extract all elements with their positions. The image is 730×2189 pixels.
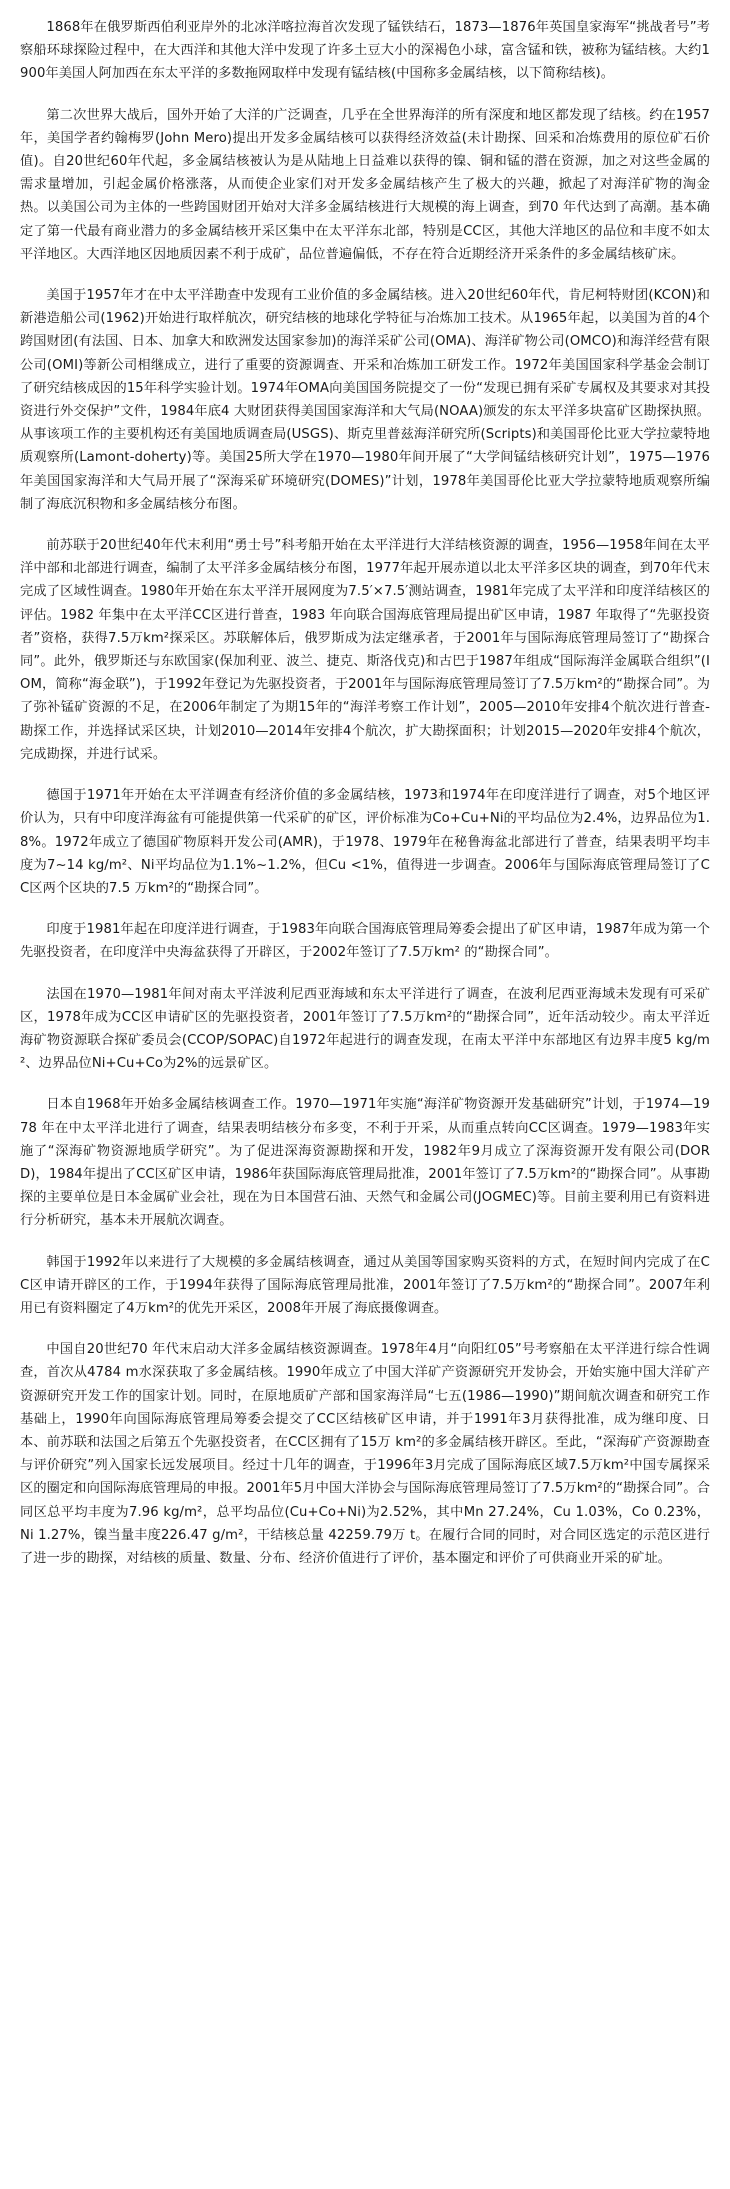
paragraph-history-discovery: 1868年在俄罗斯西伯利亚岸外的北冰洋喀拉海首次发现了锰铁结石，1873—1876年英国皇家海军“挑战者号”考察船环球探险过程中，在大西洋和其他大洋中发现了许多土豆大小的深褐色小球，富含锰和铁，被称为锰结核。大约1900年美国人阿加西在东太平洋的多数拖网取样中发现有锰结核(中国称多金属结核，以下简称结核)。 (20, 20, 710, 82)
paragraph-usa: 美国于1957年才在中太平洋勘查中发现有工业价值的多金属结核。进入20世纪60年代，肯尼柯特财团(KCON)和新港造船公司(1962)开始进行取样航次，研究结核的地球化学特征与冶炼加工技术。从1965年起，以美国为首的4个跨国财团(有法国、日本、加拿大和欧洲发达国家参加)的海洋采矿公司(OMA)、海洋矿物公司(OMCO)和海洋经营有限公司(OMI)等新公司相继成立，进行了重要的资源调查、开采和冶炼加工研发工作。1972年美国国家科学基金会制订了研究结核成因的15年科学实验计划。1974年OMA向美国国务院提交了一份“发现已拥有采矿专属权及其要求对其投资进行外交保护”文件，1984年底4 大财团获得美国国家海洋和大气局(NOAA)颁发的东太平洋多块富矿区勘探执照。从事该项工作的主要机构还有美国地质调查局(USGS)、斯克里普兹海洋研究所(Scripts)和美国哥伦比亚大学拉蒙特地质观察所(Lamont-doherty)等。美国25所大学在1970—1980年间开展了“大学间锰结核研究计划”，1975—1976年美国国家海洋和大气局开展了“深海采矿环境研究(DOMES)”计划，1978年美国哥伦比亚大学拉蒙特地质观察所编制了海底沉积物和多金属结核分布图。 (20, 288, 710, 512)
paragraph-postwar-survey: 第二次世界大战后，国外开始了大洋的广泛调查，几乎在全世界海洋的所有深度和地区都发现了结核。约在1957年，美国学者约翰梅罗(John Mero)提出开发多金属结核可以获得经济效益(未计勘探、回采和冶炼费用的原位矿石价值)。自20世纪60年代起，多金属结核被认为是从陆地上日益难以获得的镍、铜和锰的潜在资源，加之对这些金属的需求量增加，引起金属价格涨落，从而使企业家们对开发多金属结核产生了极大的兴趣，掀起了对海洋矿物的淘金热。以美国公司为主体的一些跨国财团开始对大洋多金属结核进行大规模的海上调查，到70 年代达到了高潮。基本确定了第一代最有商业潜力的多金属结核开采区集中在太平洋东北部，特别是CC区，其他大洋地区的品位和丰度不如太平洋地区。大西洋地区因地质因素不利于成矿，品位普遍偏低，不存在符合近期经济开采条件的多金属结核矿床。 (20, 107, 710, 262)
paragraph-korea: 韩国于1992年以来进行了大规模的多金属结核调查，通过从美国等国家购买资料的方式，在短时间内完成了在CC区申请开辟区的工作，于1994年获得了国际海底管理局批准，2001年签订了7.5万km²的“勘探合同”。2007年利用已有资料圈定了4万km²的优先开采区，2008年开展了海底摄像调查。 (20, 1254, 710, 1316)
paragraph-japan: 日本自1968年开始多金属结核调查工作。1970—1971年实施“海洋矿物资源开发基础研究”计划，于1974—1978 年在中太平洋北进行了调查，结果表明结核分布多变，不利于开采，从而重点转向CC区调查。1979—1983年实施了“深海矿物资源地质学研究”。为了促进深海资源勘探和开发，1982年9月成立了深海资源开发有限公司(DORD)，1984年提出了CC区矿区申请，1986年获国际海底管理局批准，2001年签订了7.5万km²的“勘探合同”。从事勘探的主要单位是日本金属矿业会社，现在为日本国营石油、天然气和金属公司(JOGMEC)等。目前主要利用已有资料进行分析研究，基本未开展航次调查。 (20, 1097, 710, 1229)
paragraph-germany: 德国于1971年开始在太平洋调查有经济价值的多金属结核，1973和1974年在印度洋进行了调查，对5个地区评价认为，只有中印度洋海盆有可能提供第一代采矿的矿区，评价标准为Co+Cu+Ni的平均品位为2.4%，边界品位为1.8%。1972年成立了德国矿物原料开发公司(AMR)，于1978、1979年在秘鲁海盆北部进行了普查，结果表明平均丰度为7~14 kg/m²、Ni平均品位为1.1%~1.2%，但Cu <1%，值得进一步调查。2006年与国际海底管理局签订了CC区两个区块的7.5 万km²的“勘探合同”。 (20, 788, 710, 896)
paragraph-india: 印度于1981年起在印度洋进行调查，于1983年向联合国海底管理局筹委会提出了矿区申请，1987年成为第一个先驱投资者，在印度洋中央海盆获得了开辟区，于2002年签订了7.5万km² 的“勘探合同”。 (20, 922, 710, 961)
paragraph-soviet-russia: 前苏联于20世纪40年代末利用“勇士号”科考船开始在太平洋进行大洋结核资源的调查，1956—1958年间在太平洋中部和北部进行调查，编制了太平洋多金属结核分布图，1977年起开展赤道以北太平洋多区块的调查，到70年代末完成了区域性调查。1980年开始在东太平洋开展网度为7.5′×7.5′测站调查，1981年完成了太平洋和印度洋结核区的评估。1982 年集中在太平洋CC区进行普查，1983 年向联合国海底管理局提出矿区申请，1987 年取得了“先驱投资者”资格，获得7.5万km²探采区。苏联解体后，俄罗斯成为法定继承者，于2001年与国际海底管理局签订了“勘探合同”。此外，俄罗斯还与东欧国家(保加利亚、波兰、捷克、斯洛伐克)和古巴于1987年组成“国际海洋金属联合组织”(IOM，简称“海金联”)，于1992年登记为先驱投资者，于2001年与国际海底管理局签订了7.5万km²的“勘探合同”。为了弥补锰矿资源的不足，在2006年制定了为期15年的“海洋考察工作计划”，2005—2010年安排4个航次进行普查-勘探工作，并选择试采区块，计划2010—2014年安排4个航次，扩大勘探面积；计划2015—2020年安排4个航次，完成勘探，并进行试采。 (20, 538, 710, 762)
paragraph-china: 中国自20世纪70 年代末启动大洋多金属结核资源调查。1978年4月“向阳红05”号考察船在太平洋进行综合性调查，首次从4784 m水深获取了多金属结核。1990年成立了中国大洋矿产资源研究开发协会，开始实施中国大洋矿产资源研究开发工作的国家计划。同时，在原地质矿产部和国家海洋局“七五(1986—1990)”期间航次调查和研究工作基础上，1990年向国际海底管理局筹委会提交了CC区结核矿区申请，并于1991年3月获得批准，成为继印度、日本、前苏联和法国之后第五个先驱投资者，在CC区拥有了15万 km²的多金属结核开辟区。至此，“深海矿产资源勘查与评价研究”列入国家长远发展项目。经过十几年的调查，于1996年3月完成了国际海底区域7.5万km²中国专属探采区的圈定和向国际海底管理局的申报。2001年5月中国大洋协会与国际海底管理局签订了7.5万km²的“勘探合同”。合同区总平均丰度为7.96 kg/m²，总平均品位(Cu+Co+Ni)为2.52%，其中Mn 27.24%，Cu 1.03%，Co 0.23%，Ni 1.27%，镍当量丰度226.47 g/m²，干结核总量 42259.79万 t。在履行合同的同时，对合同区选定的示范区进行了进一步的勘探，对结核的质量、数量、分布、经济价值进行了评价，基本圈定和评价了可供商业开采的矿址。 (20, 1342, 710, 1566)
paragraph-france: 法国在1970—1981年间对南太平洋波利尼西亚海域和东太平洋进行了调查，在波利尼西亚海域未发现有可采矿区，1978年成为CC区申请矿区的先驱投资者，2001年签订了7.5万km²的“勘探合同”，近年活动较少。南太平洋近海矿物资源联合探矿委员会(CCOP/SOPAC)自1972年起进行的调查发现，在南太平洋中东部地区有边界丰度5 kg/m²、边界品位Ni+Cu+Co为2%的远景矿区。 (20, 986, 710, 1072)
